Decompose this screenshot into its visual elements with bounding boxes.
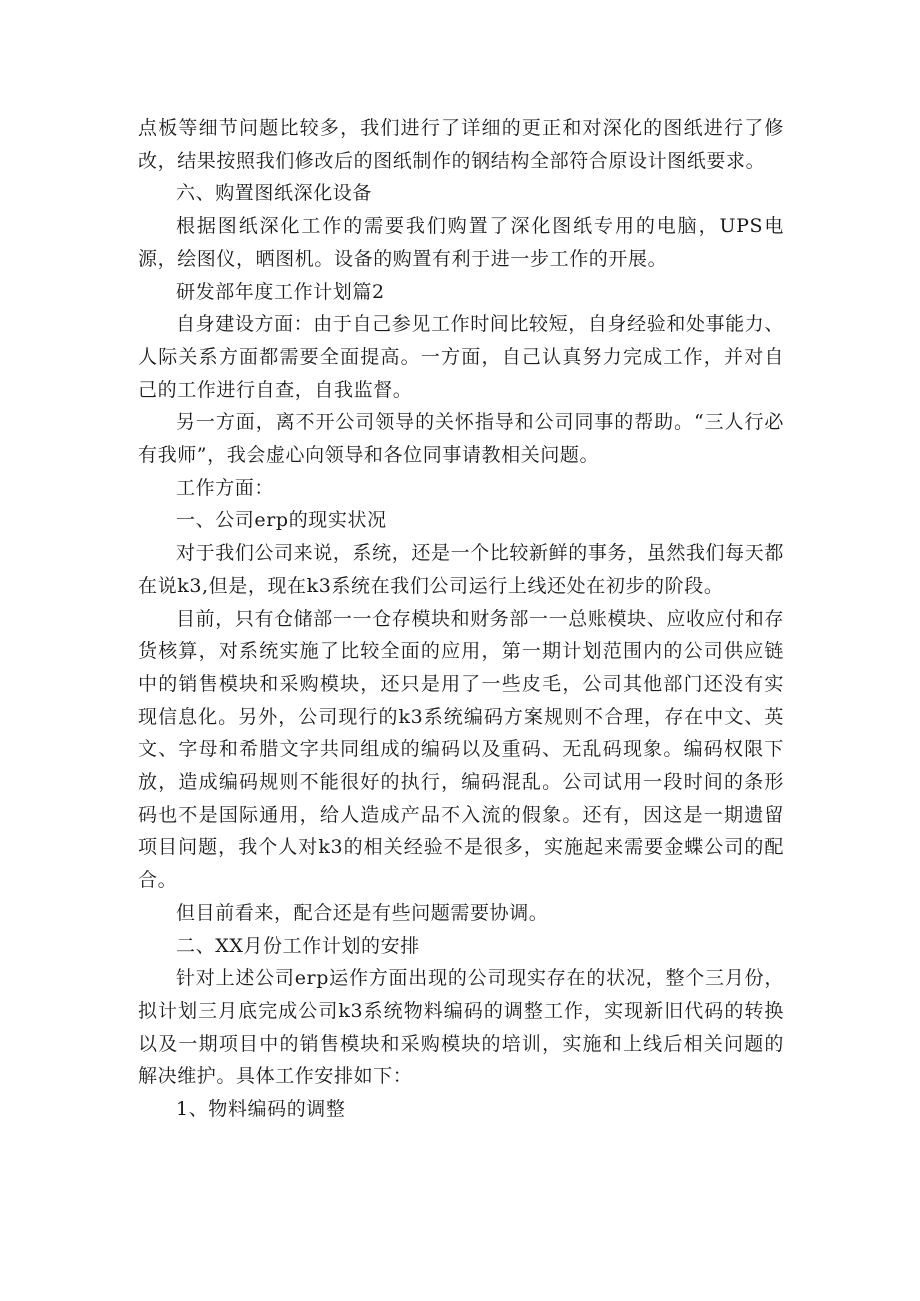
paragraph-1: 点板等细节问题比较多，我们进行了详细的更正和对深化的图纸进行了修改，结果按照我们修改后的图纸制作的钢结构全部符合原设计图纸要求。 bbox=[138, 117, 784, 172]
paragraph-7: 但目前看来，配合还是有些问题需要协调。 bbox=[176, 901, 549, 924]
paragraph-6: 目前，只有仓储部一一仓存模块和财务部一一总账模块、应收应付和存货核算，对系统实施了比较全面的应用，第一期计划范围内的公司供应链中的销售模块和采购模块，还只是用了一些皮毛，公司其他部门还没有实现信息化。另外，公司现行的k3系统编码方案规则不合理，存在中文、英文、字母和希腊文字共同组成的编码以及重码、无乱码现象。编码权限下放，造成编码规则不能很好的执行，编码混乱。公司试用一段时间的条形码也不是国际通用，给人造成产品不入流的假象。还有，因这是一期遗留项目问题，我个人对k3的相关经验不是很多，实施起来需要金蝶公司的配合。 bbox=[138, 607, 784, 892]
paragraph-8: 针对上述公司erp运作方面出现的公司现实存在的状况，整个三月份，拟计划三月底完成公司k3系统物料编码的调整工作，实现新旧代码的转换以及一期项目中的销售模块和采购模块的培训，实施和上线后相关问题的解决维护。具体工作安排如下： bbox=[138, 967, 784, 1088]
paragraph-3: 自身建设方面：由于自己参见工作时间比较短，自身经验和处事能力、人际关系方面都需要全面提高。一方面，自己认真努力完成工作，并对自己的工作进行自查，自我监督。 bbox=[138, 313, 784, 401]
section-heading-1: 一、公司erp的现实状况 bbox=[176, 509, 387, 532]
paragraph-4: 另一方面，离不开公司领导的关怀指导和公司同事的帮助。“三人行必有我师”，我会虚心向领导和各位同事请教相关问题。 bbox=[138, 411, 784, 467]
document-body bbox=[138, 112, 784, 1126]
article-title-2: 研发部年度工作计划篇2 bbox=[176, 280, 385, 303]
section-heading-6: 六、购置图纸深化设备 bbox=[176, 182, 373, 205]
paragraph-2: 根据图纸深化工作的需要我们购置了深化图纸专用的电脑，UPS电源，绘图仪，晒图机。设备的购置有利于进一步工作的开展。 bbox=[138, 215, 784, 270]
paragraph-5: 对于我们公司来说，系统，还是一个比较新鲜的事务，虽然我们每天都在说k3,但是，现在k3系统在我们公司运行上线还处在初步的阶段。 bbox=[138, 542, 784, 597]
section-heading-2: 二、XX月份工作计划的安排 bbox=[176, 934, 420, 957]
list-item-1: 1、物料编码的调整 bbox=[176, 1098, 346, 1121]
subheading-work: 工作方面： bbox=[176, 476, 275, 499]
